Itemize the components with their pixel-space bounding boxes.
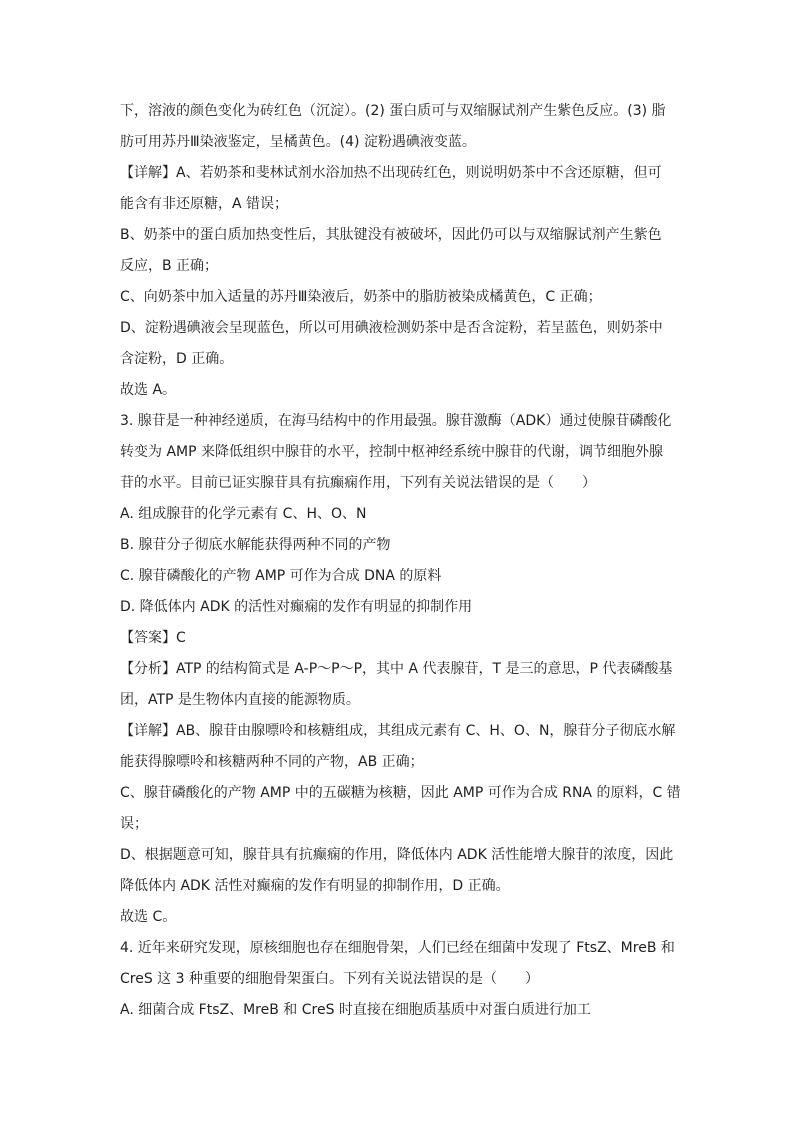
analysis-line: 【分析】ATP 的结构简式是 A-P～P～P，其中 A 代表腺苷，T 是三的意思，P 代表磷酸基 [120,661,673,677]
explanation-line: D、根据题意可知，腺苷具有抗癫痫的作用，降低体内 ADK 活性能增大腺苷的浓度，因此 [120,847,674,863]
question-4-stem: CreS 这 3 种重要的细胞骨架蛋白。下列有关说法错误的是（ ） [120,971,539,987]
text-line: 能含有非还原糖，A 错误； [120,196,289,212]
question-3-option-a: A. 组成腺苷的化学元素有 C、H、O、N [120,506,367,522]
text-line: 故选 A。 [120,382,177,398]
explanation-line: C、腺苷磷酸化的产物 AMP 中的五碳糖为核糖，因此 AMP 可作为合成 RNA 的原料，C 错 [120,785,681,801]
explanation-line: 降低体内 ADK 活性对癫痫的发作有明显的抑制作用，D 正确。 [120,878,510,894]
answer-line: 【答案】C [120,630,186,646]
question-4-option-a: A. 细菌合成 FtsZ、MreB 和 CreS 时直接在细胞质基质中对蛋白质进行加工 [120,1002,591,1018]
text-line: D、淀粉遇碘液会呈现蓝色，所以可用碘液检测奶茶中是否含淀粉，若呈蓝色，则奶茶中 [120,320,663,336]
text-line: C、向奶茶中加入适量的苏丹Ⅲ染液后，奶茶中的脂肪被染成橘黄色，C 正确； [120,289,602,305]
question-3-stem: 转变为 AMP 来降低组织中腺苷的水平，控制中枢神经系统中腺苷的代谢，调节细胞外腺 [120,444,663,460]
question-3-option-b: B. 腺苷分子彻底水解能获得两种不同的产物 [120,537,391,553]
text-line: B、奶茶中的蛋白质加热变性后，其肽键没有被破坏，因此仍可以与双缩脲试剂产生紫色 [120,227,662,243]
question-3-stem: 3. 腺苷是一种神经递质，在海马结构中的作用最强。腺苷激酶（ADK）通过使腺苷磷酸化 [120,413,672,429]
text-line: 含淀粉，D 正确。 [120,351,234,367]
explanation-line: 【详解】AB、腺苷由腺嘌呤和核糖组成，其组成元素有 C、H、O、N，腺苷分子彻底水解 [120,723,676,739]
text-line: 【详解】A、若奶茶和斐林试剂水浴加热不出现砖红色，则说明奶茶中不含还原糖，但可 [120,165,662,181]
explanation-line: 误； [120,816,148,832]
question-3-option-d: D. 降低体内 ADK 的活性对癫痫的发作有明显的抑制作用 [120,599,473,615]
question-3-stem: 苷的水平。目前已证实腺苷具有抗癫痫作用，下列有关说法错误的是（ ） [120,475,596,491]
text-line: 肪可用苏丹Ⅲ染液鉴定，呈橘黄色。(4) 淀粉遇碘液变蓝。 [120,134,476,150]
text-line: 下，溶液的颜色变化为砖红色（沉淀）。(2) 蛋白质可与双缩脲试剂产生紫色反应。(3) 脂 [120,103,666,119]
analysis-line: 团，ATP 是生物体内直接的能源物质。 [120,692,360,708]
conclusion-line: 故选 C。 [120,909,177,925]
question-3-option-c: C. 腺苷磷酸化的产物 AMP 可作为合成 DNA 的原料 [120,568,442,584]
question-4-stem: 4. 近年来研究发现，原核细胞也存在细胞骨架，人们已经在细菌中发现了 FtsZ、MreB 和 [120,940,675,956]
explanation-line: 能获得腺嘌呤和核糖两种不同的产物，AB 正确； [120,754,424,770]
text-line: 反应，B 正确； [120,258,219,274]
